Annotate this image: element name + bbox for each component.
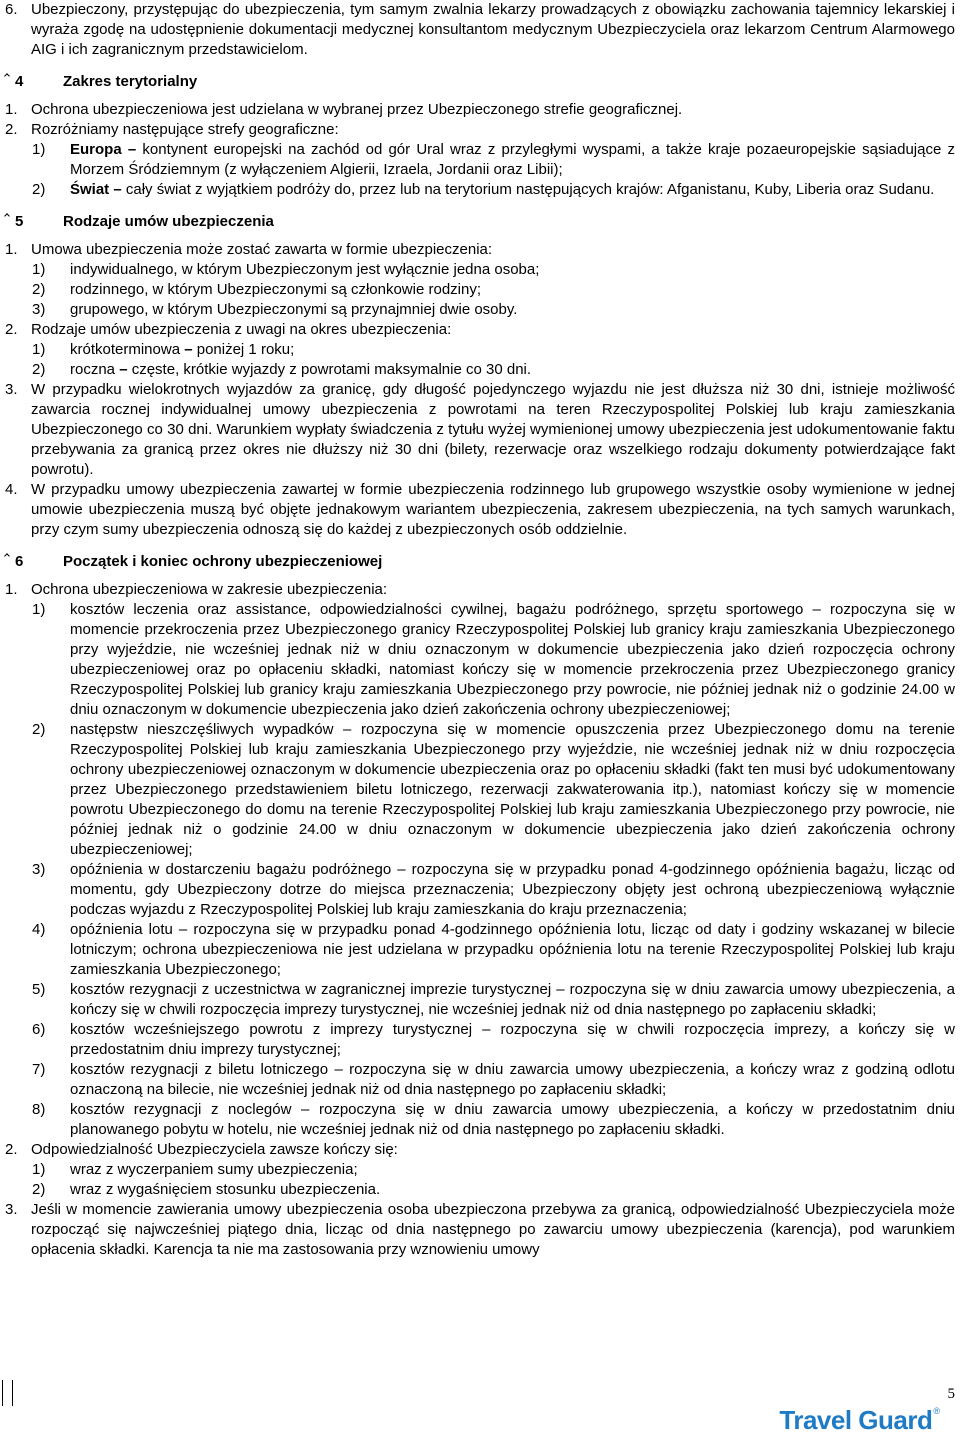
- sec4-item-1: [5, 100, 955, 120]
- list-item: [5, 300, 955, 320]
- sec4-item-2: [5, 120, 955, 140]
- item-number: 2.: [5, 121, 18, 138]
- sec5-item-3: [5, 380, 955, 480]
- item-number: 1): [32, 141, 46, 158]
- list-item: [5, 1180, 955, 1200]
- item-number: 4): [32, 921, 46, 938]
- item-text: Rodzaje umów ubezpieczenia z uwagi na okres ubezpieczenia:: [31, 321, 452, 338]
- item-text: grupowego, w którym Ubezpieczonymi są przynajmniej dwie osoby.: [70, 301, 518, 318]
- travel-guard-logo: [779, 1405, 940, 1435]
- item-text: opóźnienia w dostarczeniu bagażu podróżnego – rozpoczyna się w przypadku ponad 4-godzinnego opóźnienia bagażu, licząc od momentu, gdy Ubezpieczony dotrze do miejsca przeznaczenia; Ubezpieczony objęty jest ochroną ubezpieczeniową wyłącznie podczas wyjazdu z Rzeczypospolitej Polskiej lub kraju zamieszkania do kraju przeznaczenia;: [70, 861, 955, 918]
- change-bar: [2, 1380, 3, 1406]
- item-text: W przypadku wielokrotnych wyjazdów za granicę, gdy długość pojedynczego wyjazdu nie jest dłuższa niż 30 dni, istnieje możliwość zawarcia rocznej indywidualnej umowy ubezpieczenia z powrotami na teren Rzeczypospolitej Polskiej lub kraju zamieszkania Ubezpieczonego co 30 dni. Warunkiem wypłaty świadczenia z tytułu wyżej wymienionej umowy ubezpieczenia jest udokumentowanie faktu przebywania za granicą przez okres nie dłuższy niż 30 dni (bilety, rezerwacje oraz wszelkiego rodzaju dokumenty potwierdzające fakt powrotu).: [31, 381, 955, 478]
- section-number: 6: [5, 552, 63, 572]
- dash: –: [127, 141, 137, 158]
- sec6-item-1: [5, 580, 955, 600]
- item-number: 4.: [5, 481, 18, 498]
- item-text: Odpowiedzialność Ubezpieczyciela zawsze kończy się:: [31, 1141, 398, 1158]
- item-text: [70, 360, 955, 380]
- item-number: 1.: [5, 101, 18, 118]
- zone-name: Europa: [70, 141, 122, 158]
- sec3-item-6: [5, 0, 955, 60]
- zone-description: kontynent europejski na zachód od gór Ural wraz z przyległymi wyspami, a także kraje pozaeuropejskie sąsiadujące z Morzem Śródziemnym (z wyłączeniem Algierii, Izraela, Jordanii oraz Libii);: [70, 141, 955, 178]
- item-text: wraz z wyczerpaniem sumy ubezpieczenia;: [70, 1161, 358, 1178]
- item-number: 2.: [5, 321, 18, 338]
- item-number: 1.: [5, 581, 18, 598]
- item-text: rodzinnego, w którym Ubezpieczonymi są członkowie rodziny;: [70, 281, 482, 298]
- list-item: [5, 260, 955, 280]
- item-text: Jeśli w momencie zawierania umowy ubezpieczenia osoba ubezpieczona przebywa za granicą, odpowiedzialność Ubezpieczyciela może rozpocząć się najwcześniej piątego dnia, licząc od dnia następnego po zawarciu umowy ubezpieczenia (karencja), pod warunkiem opłacenia składki. Karencja ta nie ma zastosowania przy wznowieniu umowy: [31, 1201, 955, 1258]
- item-text: wraz z wygaśnięciem stosunku ubezpieczenia.: [70, 1181, 381, 1198]
- list-item: [5, 1060, 955, 1100]
- list-item: [5, 920, 955, 980]
- item-text: Ubezpieczony, przystępując do ubezpieczenia, tym samym zwalnia lekarzy prowadzących z obowiązku zachowania tajemnicy lekarskiej i wyraża zgodę na udostępnienie dokumentacji medycznej konsultantom medycznym Ubezpieczyciela oraz lekarzom Centrum Alarmowego AIG i ich zagranicznym przedstawicielom.: [31, 1, 955, 58]
- section-number: 4: [5, 72, 63, 92]
- item-text: [70, 140, 955, 180]
- item-text: kosztów leczenia oraz assistance, odpowiedzialności cywilnej, bagażu podróżnego, sprzętu sportowego – rozpoczyna się w momencie przekroczenia przez Ubezpieczonego granicy Rzeczypospolitej Polskiej lub granicy kraju zamieszkania Ubezpieczonego przy wyjeździe, nie wcześniej jednak niż w dniu oznaczonym w dokumencie ubezpieczenia jako dzień rozpoczęcia ochrony ubezpieczeniowej oraz po opłaceniu składki, natomiast kończy się w momencie przekroczenia przez Ubezpieczonego granicy Rzeczypospolitej Polskiej lub granicy kraju zamieszkania Ubezpieczonego przy powrocie, nie później jednak niż o godzinie 24.00 w dniu oznaczonym w dokumencie ubezpieczenia jako dzień zakończenia ochrony ubezpieczeniowej;: [70, 601, 955, 718]
- item-text: W przypadku umowy ubezpieczenia zawartej w formie ubezpieczenia rodzinnego lub grupowego wszystkie osoby wymienione w jednej umowie ubezpieczenia muszą być objęte jednakowym wariantem ubezpieczenia, zakresem ubezpieczenia, na tych samych warunkach, przy czym sumy ubezpieczenia odnoszą się do każdej z ubezpieczonych osób oddzielnie.: [31, 481, 955, 538]
- list-item: [5, 340, 955, 360]
- item-number: 2): [32, 281, 46, 298]
- item-text: następstw nieszczęśliwych wypadków – rozpoczyna się w momencie opuszczenia przez Ubezpieczonego domu na terenie Rzeczypospolitej Polskiej lub kraju zamieszkania Ubezpieczonego przy wyjeździe, nie wcześniej jednak niż w dniu rozpoczęcia ochrony ubezpieczeniowej oznaczonym w dokumencie ubezpieczenia oraz po opłaceniu składki (fakt ten musi być udokumentowany przez Ubezpieczonego przedstawieniem biletu lotniczego, rezerwacji zakwaterowania itp.), natomiast kończy się w momencie powrotu Ubezpieczonego do domu na terenie Rzeczypospolitej Polskiej lub kraju zamieszkania Ubezpieczonego przy powrocie, nie później jednak niż o godzinie 24.00 w dniu oznaczonym w dokumencie ubezpieczenia jako dzień zakończenia ochrony ubezpieczeniowej;: [70, 721, 955, 858]
- item-text: opóźnienia lotu – rozpoczyna się w przypadku ponad 4-godzinnego opóźnienia lotu, licząc od daty i godziny wskazanej w bilecie lotniczym; ochrona ubezpieczeniowa nie jest udzielana w przypadku opóźnienia lotu na terenie Rzeczypospolitej Polskiej lub kraju zamieszkania Ubezpieczonego;: [70, 921, 955, 978]
- list-item: [5, 980, 955, 1020]
- dash: –: [184, 341, 193, 358]
- item-number: 2): [32, 361, 46, 378]
- change-bar: [12, 1380, 13, 1406]
- item-text: kosztów rezygnacji z noclegów – rozpoczyna się w dniu zawarcia umowy ubezpieczenia, a kończy w przedostatnim dniu planowanego pobytu w hotelu, nie wcześniej jednak niż od dnia następnego po zapłaceniu składki.: [70, 1101, 955, 1138]
- item-text: kosztów rezygnacji z biletu lotniczego – rozpoczyna się w dniu zawarcia umowy ubezpieczenia, a kończy wraz z godziną odlotu oznaczoną na bilecie, nie wcześniej jednak niż od dnia następnego po zapłaceniu składki;: [70, 1061, 955, 1098]
- item-number: 1): [32, 261, 46, 278]
- item-number: 6.: [5, 1, 18, 18]
- section-title: Rodzaje umów ubezpieczenia: [63, 213, 274, 230]
- list-item: [5, 720, 955, 860]
- item-number: 1): [32, 1161, 46, 1178]
- registered-mark: ®: [933, 1406, 940, 1416]
- item-number: 3): [32, 861, 46, 878]
- sec5-item-2: [5, 320, 955, 340]
- term-description: częste, krótkie wyjazdy z powrotami maksymalnie co 30 dni.: [131, 361, 532, 378]
- item-number: 8): [32, 1101, 46, 1118]
- list-item: [5, 280, 955, 300]
- item-text: Ochrona ubezpieczeniowa w zakresie ubezpieczenia:: [31, 581, 388, 598]
- item-text: Rozróżniamy następujące strefy geograficzne:: [31, 121, 339, 138]
- list-item: [5, 860, 955, 920]
- item-text: kosztów wcześniejszego powrotu z imprezy turystycznej – rozpoczyna się w chwili rozpoczęcia imprezy, a kończy się w przedostatnim dniu imprezy turystycznej;: [70, 1021, 955, 1058]
- list-item: [5, 1100, 955, 1140]
- page-number: 5: [947, 1386, 955, 1402]
- sec6-item-2: [5, 1140, 955, 1160]
- list-item: [5, 1020, 955, 1060]
- item-text: [70, 180, 955, 200]
- item-number: 2): [32, 181, 46, 198]
- item-number: 7): [32, 1061, 46, 1078]
- dash: –: [113, 181, 122, 198]
- item-number: 6): [32, 1021, 46, 1038]
- section-number: 5: [5, 212, 63, 232]
- zone-world: [5, 180, 955, 200]
- sec5-item-4: [5, 480, 955, 540]
- section-title: Początek i koniec ochrony ubezpieczeniowej: [63, 553, 383, 570]
- section-5-heading: [5, 212, 955, 232]
- item-text: kosztów rezygnacji z uczestnictwa w zagranicznej imprezie turystycznej – rozpoczyna się w dniu zawarcia umowy ubezpieczenia, a kończy się w chwili rozpoczęcia imprezy turystycznej, nie wcześniej jednak niż od dnia następnego po zapłaceniu składki;: [70, 981, 955, 1018]
- term-name: krótkoterminowa: [70, 341, 181, 358]
- list-item: [5, 360, 955, 380]
- item-number: 5): [32, 981, 46, 998]
- term-description: poniżej 1 roku;: [196, 341, 295, 358]
- item-number: 1): [32, 601, 46, 618]
- section-6-heading: [5, 552, 955, 572]
- section-4-heading: [5, 72, 955, 92]
- section-title: Zakres terytorialny: [63, 73, 198, 90]
- item-number: 3.: [5, 1201, 18, 1218]
- zone-europe: [5, 140, 955, 180]
- item-text: [70, 340, 955, 360]
- sec5-item-1: [5, 240, 955, 260]
- item-number: 2): [32, 721, 46, 738]
- zone-name: Świat: [70, 181, 110, 198]
- document-body: [5, 0, 955, 1260]
- item-number: 3): [32, 301, 46, 318]
- term-name: roczna: [70, 361, 116, 378]
- item-number: 2): [32, 1181, 46, 1198]
- list-item: [5, 600, 955, 720]
- item-number: 2.: [5, 1141, 18, 1158]
- sec6-item-3: [5, 1200, 955, 1260]
- item-text: indywidualnego, w którym Ubezpieczonym jest wyłącznie jedna osoba;: [70, 261, 540, 278]
- item-text: Ochrona ubezpieczeniowa jest udzielana w wybranej przez Ubezpieczonego strefie geograficznej.: [31, 101, 683, 118]
- list-item: [5, 1160, 955, 1180]
- item-number: 1): [32, 341, 46, 358]
- dash: –: [119, 361, 128, 378]
- item-number: 3.: [5, 381, 18, 398]
- item-number: 1.: [5, 241, 18, 258]
- item-text: Umowa ubezpieczenia może zostać zawarta w formie ubezpieczenia:: [31, 241, 493, 258]
- zone-description: cały świat z wyjątkiem podróży do, przez lub na terytorium następujących krajów: Afganistanu, Kuby, Liberia oraz Sudanu.: [125, 181, 935, 198]
- logo-text: Travel Guard: [779, 1405, 933, 1435]
